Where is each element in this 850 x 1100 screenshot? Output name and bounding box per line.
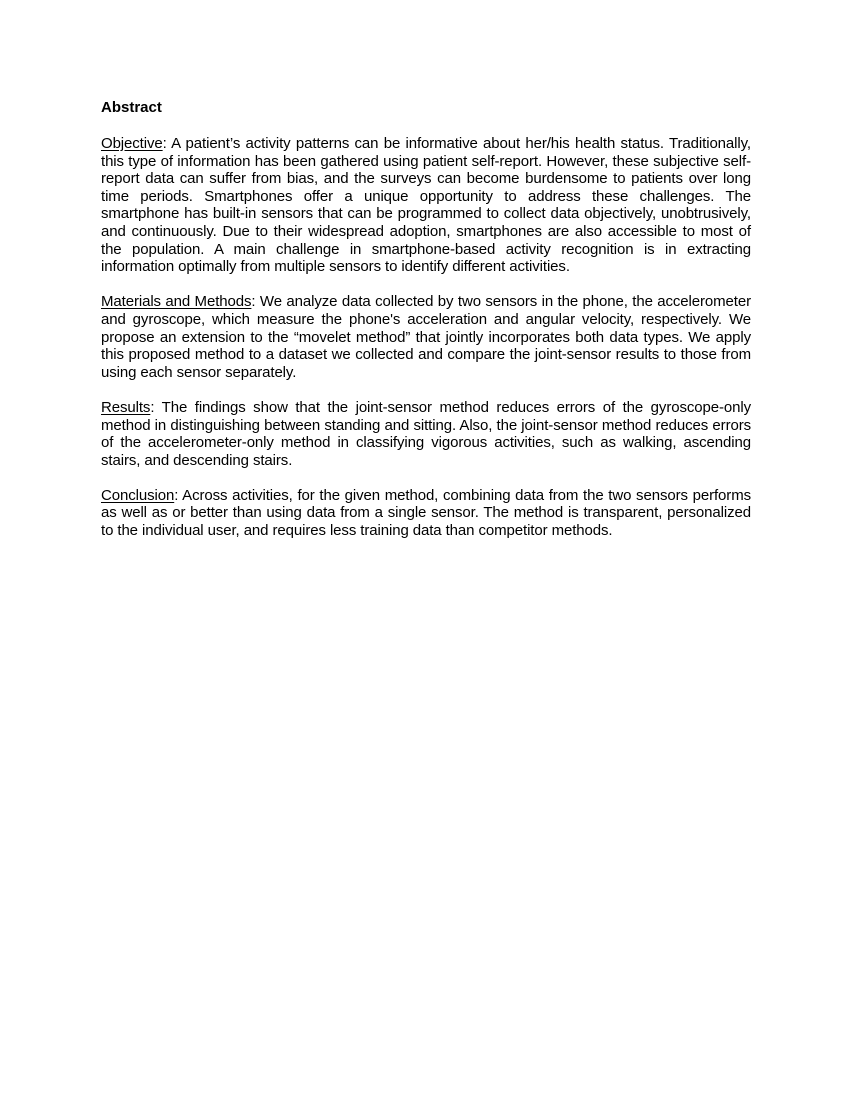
- abstract-page: [101, 99, 751, 557]
- methods-label: Materials and Methods: [101, 293, 252, 311]
- objective-label: Objective: [101, 135, 163, 152]
- results-paragraph: [101, 399, 751, 469]
- abstract-heading: Abstract: [101, 99, 162, 116]
- conclusion-label: Conclusion: [101, 486, 175, 504]
- methods-paragraph: [101, 293, 751, 381]
- objective-text: : A patient’s activity patterns can be informative about her/his health status. Traditionally, this type of information has been gathered using patient self-report. However, these subjective self-report data can suffer from bias, and the surveys can become burdensome to patients over long time periods. Smartphones offer a unique opportunity to address these challenges. The smartphone has built-in sensors that can be programmed to collect data objectively, unobtrusively, and continuously. Due to their widespread adoption, smartphones are also accessible to most of the population. A main challenge in smartphone-based activity recognition is in extracting information optimally from multiple sensors to identify different activities.: [101, 135, 751, 276]
- objective-paragraph: [101, 135, 751, 276]
- results-text: : The findings show that the joint-sensor method reduces errors of the gyroscope-only method in distinguishing between standing and sitting. Also, the joint-sensor method reduces errors of the accelerometer-only method in classifying vigorous activities, such as walking, ascending stairs, and descending stairs.: [101, 398, 751, 469]
- methods-text: : We analyze data collected by two sensors in the phone, the accelerometer and gyroscope, which measure the phone's acceleration and angular velocity, respectively. We propose an extension to the “movelet method” that jointly incorporates both data types. We apply this proposed method to a dataset we collected and compare the joint-sensor results to those from using each sensor separately.: [101, 293, 752, 381]
- conclusion-text: : Across activities, for the given method, combining data from the two sensors performs as well as or better than using data from a single sensor. The method is transparent, personalized to the individual user, and requires less training data than competitor methods.: [101, 486, 751, 540]
- conclusion-paragraph: [101, 487, 751, 540]
- results-label: Results: [101, 398, 151, 416]
